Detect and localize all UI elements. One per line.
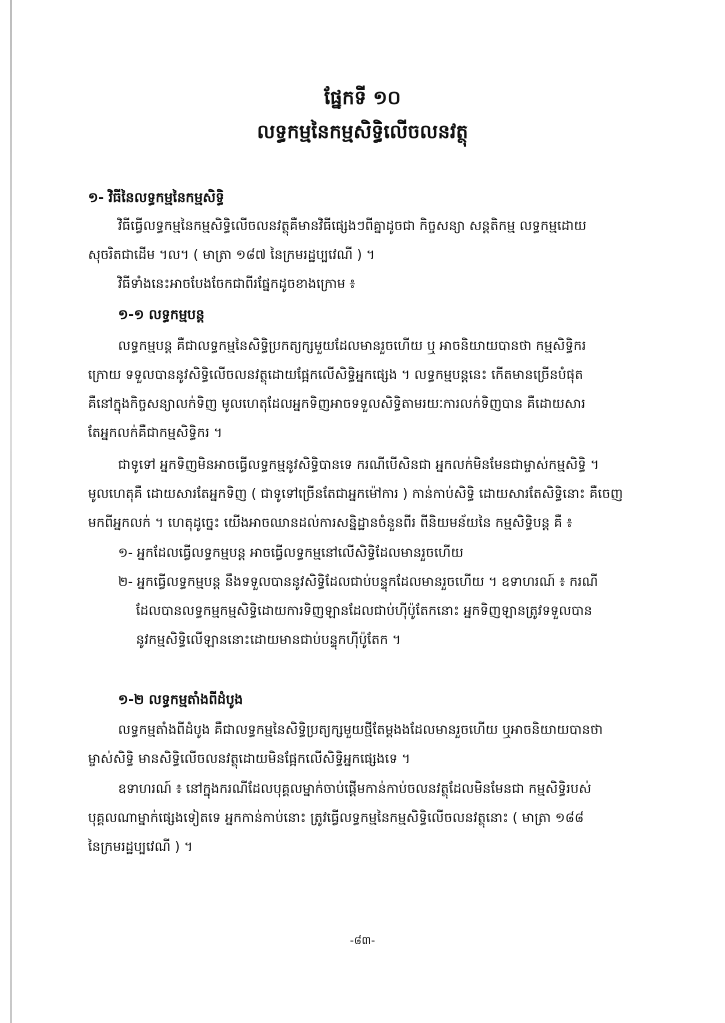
section-1-1-para2-line2: មូលហេតុគឺ ដោយសារតែអ្នកទិញ ( ជាទូទៅច្រើនតែជាអ្នកម៉ៅការ ) កាន់កាប់សិទ្ធិ ដោយសារតែសិទ្ធិនោះ គឺចេញ bbox=[88, 487, 623, 502]
section-1-1-para2-line3: មកពីអ្នកលក់ ។ ហេតុដូច្នេះ យើងអាចឈានដល់ការសន្និដ្ឋានចំនួនពីរ ពីនិយមន័យនៃ កម្មសិទ្ធិបន្ត គឺ ៖ bbox=[88, 516, 573, 531]
section-1-1-heading: ១-១ លទ្ធកម្មបន្ត bbox=[118, 307, 205, 323]
list-item-2-line2: ដែលបានលទ្ធកម្មកម្មសិទ្ធិដោយការទិញឡានដែលជាប់ហ៊ីប៉ូតែកនោះ អ្នកទិញឡានត្រូវទទួលបាន bbox=[136, 604, 593, 619]
section-1-2-para1-line1: លទ្ធកម្មតាំងពីដំបូង គឺជាលទ្ធកម្មនៃសិទ្ធិប្រត្យក្សមួយថ្មីតែម្តងងដែលមានរួចហើយ ឬអាចនិយាយបានថា bbox=[118, 723, 603, 738]
section-1-1-para2-line1: ជាទូទៅ អ្នកទិញមិនអាចធ្វើលទ្ធកម្មនូវសិទ្ធិបានទេ ករណីបើសិនជា អ្នកលក់មិនមែនជាម្ចាស់កម្មសិទ្ធិ ។ bbox=[118, 458, 600, 473]
section-1-2-para2-line2: បុគ្គលណាម្នាក់ផ្សេងទៀតទេ អ្នកកាន់កាប់នោះ ត្រូវធ្វើលទ្ធកម្មនៃកម្មសិទ្ធិលើចលនវត្ថុនោះ ( មាត្រា ១៨៨ bbox=[88, 811, 584, 826]
list-item-2-line3: នូវកម្មសិទ្ធិលើឡាននោះដោយមានជាប់បន្ទុកហ៊ីប៉ូតែក ។ bbox=[136, 633, 401, 648]
section-1-heading: ១- វិធីនៃលទ្ធកម្មនៃកម្មសិទ្ធិ bbox=[88, 190, 225, 206]
section-1-1-para1-line2: ក្រោយ ទទួលបាននូវសិទ្ធិលើចលនវត្ថុដោយផ្អែកលើសិទ្ធិអ្នកផ្សេង ។ លទ្ធកម្មបន្តនេះ កើតមានច្រើនបំផុត bbox=[88, 368, 584, 383]
chapter-title: លទ្ធកម្មនៃកម្មសិទ្ធិលើចលនវត្ថុ bbox=[256, 121, 469, 143]
section-1-para2: វិធីទាំងនេះអាចបែងចែកជាពីរផ្នែកដូចខាងក្រោម ៖ bbox=[118, 277, 356, 292]
section-1-2-heading: ១-២ លទ្ធកម្មតាំងពីដំបូង bbox=[118, 692, 244, 708]
section-1-2-para2-line1: ឧទាហរណ៍ ៖ នៅក្នុងករណីដែលបុគ្គលម្នាក់ចាប់ផ្តើមកាន់កាប់ចលនវត្ថុដែលមិនមែនជា កម្មសិទ្ធិរបស់ bbox=[118, 782, 592, 797]
section-1-2-para2-line3: នៃក្រមរដ្ឋប្បវេណី ) ។ bbox=[88, 840, 193, 855]
section-1-para1-line2: សុចរិតជាដើម ។ល។ ( មាត្រា ១៨៧ នៃក្រមរដ្ឋប្បវេណី ) ។ bbox=[88, 248, 375, 263]
section-1-1-para1-line1: លទ្ធកម្មបន្ត គឺជាលទ្ធកម្មនៃសិទ្ធិប្រកត្យក្សមួយដែលមានរួចហើយ ឬ អាចនិយាយបានថា កម្មសិទ្ធិករ bbox=[118, 339, 587, 354]
section-1-1-para1-line4: តែអ្នកលក់គឺជាកម្មសិទ្ធិករ ។ bbox=[88, 426, 223, 441]
section-1-1-para1-line3: គឺនៅក្នុងកិច្ចសន្យាលក់ទិញ មូលហេតុដែលអ្នកទិញអាចទទួលសិទ្ធិតាមរយៈការលក់ទិញបាន គឺដោយសារ bbox=[88, 397, 586, 412]
section-1-para1-line1: វិធីធ្វើលទ្ធកម្មនៃកម្មសិទ្ធិលើចលនវត្ថុគឺមានវិធីផ្សេងៗពីគ្នាដូចជា កិច្ចសន្យា សន្តតិកម្ម លទ្ធកម្មដោយ bbox=[118, 219, 587, 234]
chapter-label: ផ្នែកទី ១០ bbox=[324, 87, 401, 109]
section-1-2-para1-line2: ម្ចាស់សិទ្ធិ មានសិទ្ធិលើចលនវត្ថុដោយមិនផ្អែកលើសិទ្ធិអ្នកផ្សេងទេ ។ bbox=[88, 752, 411, 767]
scan-edge-shadow bbox=[10, 0, 12, 1023]
page-number: -៨៣- bbox=[349, 934, 376, 947]
list-item-2-line1: ២- អ្នកធ្វើលទ្ធកម្មបន្ត នឹងទទួលបាននូវសិទ្ធិដែលជាប់បន្ទុកដែលមានរួចហើយ ។ ឧទាហរណ៍ ៖ ករណី bbox=[118, 575, 599, 590]
list-item-1: ១- អ្នកដែលធ្វើលទ្ធកម្មបន្ត អាចធ្វើលទ្ធកម្មនៅលើសិទ្ធិដែលមានរួចហើយ bbox=[118, 546, 464, 561]
